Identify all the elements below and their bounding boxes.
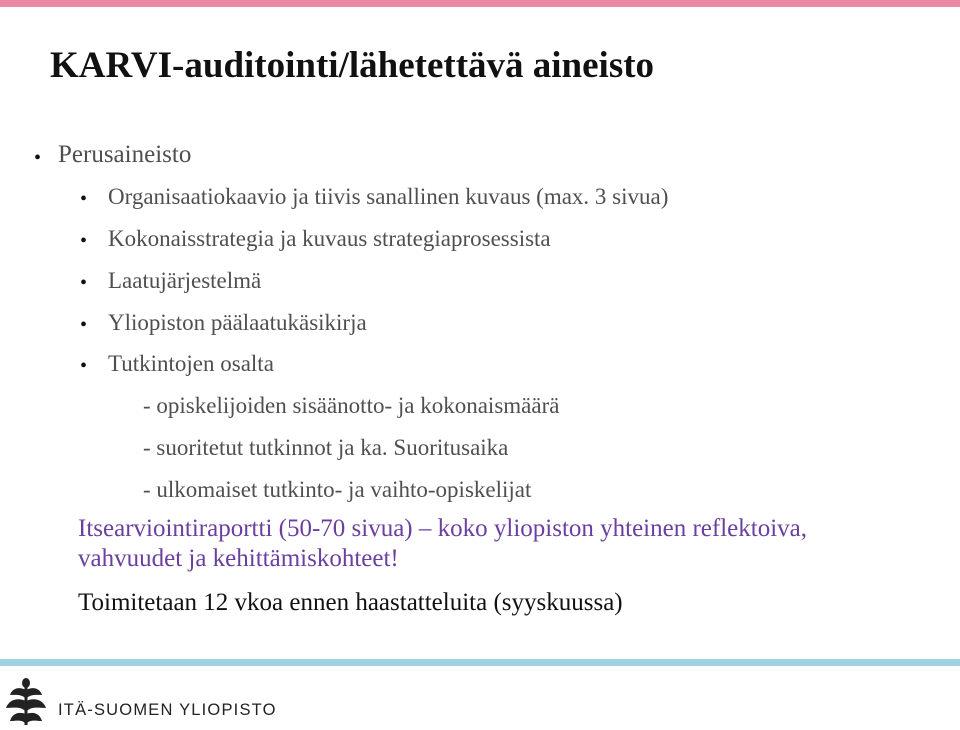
bullet-icon: • [80,314,88,336]
sub-item: - opiskelijoiden sisäänotto- ja kokonaismäärä [143,393,560,418]
sub-item: - suoritetut tutkinnot ja ka. Suoritusaika [143,435,509,460]
bullet-icon: • [34,147,42,169]
bullet-icon: • [80,188,88,210]
bottom-accent-bar [0,659,960,666]
university-name: ITÄ-SUOMEN YLIOPISTO [58,701,277,719]
level2-item: Organisaatiokaavio ja tiivis sanallinen kuvaus (max. 3 sivua) [108,184,669,209]
top-accent-bar [0,0,960,7]
bullet-icon: • [80,355,88,377]
bullet-icon: • [80,230,88,252]
level2-item: Yliopiston päälaatukäsikirja [108,310,367,335]
self-assessment-text: Itsearviointiraportti (50-70 sivua) – koko yliopiston yhteinen reflektoiva, [78,515,808,542]
sub-item: - ulkomaiset tutkinto- ja vaihto-opiskelijat [143,477,532,502]
level1-item: Perusaineisto [58,141,192,168]
level2-item: Tutkintojen osalta [108,351,274,376]
level2-item: Kokonaisstrategia ja kuvaus strategiaprosessista [108,226,551,251]
slide-title: KARVI-auditointi/lähetettävä aineisto [50,45,655,86]
self-assessment-text-cont: vahvuudet ja kehittämiskohteet! [78,545,399,572]
university-logo-icon [4,677,48,725]
level2-item: Laatujärjestelmä [108,268,262,293]
bullet-icon: • [80,272,88,294]
delivery-note: Toimitetaan 12 vkoa ennen haastatteluita (syyskuussa) [78,589,623,616]
